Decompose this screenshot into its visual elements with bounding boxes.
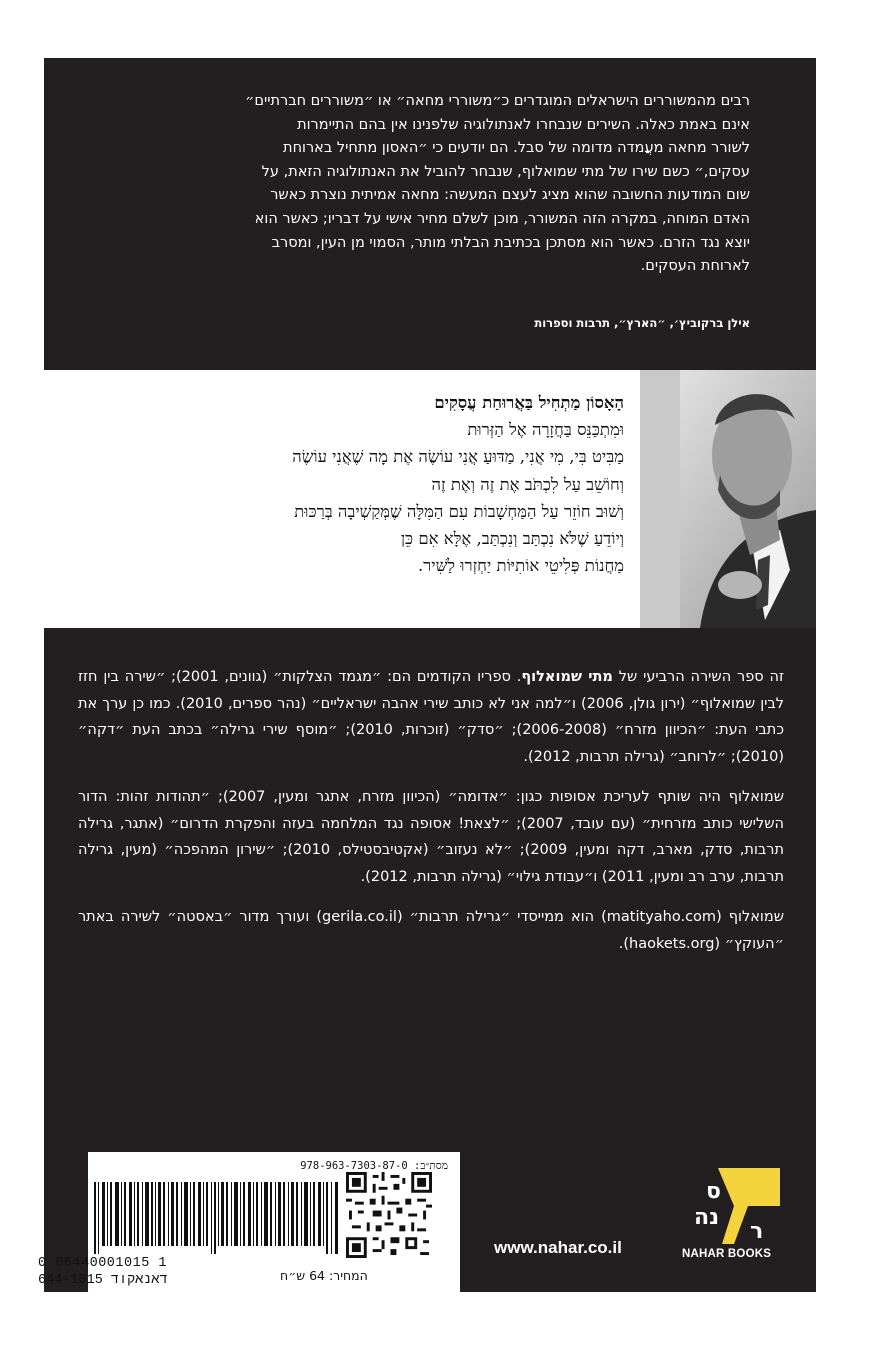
- poem-line: וְיוֹדֵעַ שֶׁלֹּא נִכְתַּב וְנִכְתַּב, אֶלָּא אִם כֵּן: [400, 529, 624, 549]
- poem-line: וְשׁוּב חוֹזֵר עַל הַמַּחְשָׁבוֹת עִם הַמִּלָּה שֶׁמְּקַשְׁיבָה בְּרַכּוּת: [294, 501, 624, 521]
- barcode-icon: [94, 1182, 340, 1254]
- bio-paragraph: [78, 664, 784, 770]
- barcode-panel: [88, 1152, 460, 1292]
- publisher-logo-icon: [688, 1166, 780, 1246]
- quote-line: עסקים,״ כשם שירו של מתי שמואלוף, שנבחר להוביל את האנתולוגיה הזאת, על: [261, 163, 750, 180]
- review-quote: [108, 90, 750, 279]
- bio-paragraph: שמואלוף (matityaho.com) הוא ממייסדי ״גרילה תרבות״ (gerila.co.il) ועורך מדור ״באסטה״ לשירה באתר ״העוקץ״ (haokets.org).: [78, 909, 785, 952]
- quote-line: שום המודעות החשובה שהוא מציג לעצם המעשה: מחאה אמיתית נוצרת כאשר: [270, 187, 750, 204]
- quote-credit: אילן ברקוביץ׳, ״הארץ״, תרבות וספרות: [534, 316, 750, 330]
- price-label: המחיר: 64 ש״ח: [280, 1268, 368, 1283]
- author-photo: [640, 370, 816, 628]
- quote-line: האדם המוחה, במקרה הזה המשורר, מוכן לשלם מחיר אישי על דבריו; כאשר הוא: [254, 210, 750, 227]
- poem-line: מַבִּיט בִּי, מִי אֲנִי, מַדּוּעַ אֲנִי עוֹשֶׂה אֶת מָה שֶׁאֲנִי עוֹשֶׂה: [292, 447, 624, 467]
- barcode-dan-code: 644-1015 דאנאקוד: [38, 1273, 168, 1288]
- quote-block: [44, 58, 816, 370]
- bio-paragraph: שמואלוף היה שותף לעריכת אסופות כגון: ״אדומה״ (הכיוון מזרח, אתגר ומעין, 2007); ״תהודות זהות: הדור השלישי כותב מזרחית״ (עם עובד, 2007); ״לצאת! אסופה נגד המלחמה בעזה והפקרת הדרום״ (אתגר, גרילה תרבות, סדק, מארב, דקה ומעין, 2009); ״לא נעזוב״ (אקטיבסטילס, 2010); ״שירון המהפכה״ (מעין, גרילה תרבות, ערב רב ומעין, 2011) ו״עבודת גילוי״ (גרילה תרבות, 2012).: [78, 789, 785, 885]
- isbn-label: מסת״ב: 978-963-7303-87-0: [300, 1160, 448, 1172]
- bio-text: . ספריו הקודמים הם: ״מגמד הצלקות״ (גוונים, 2001); ״שירה בין חזז לבין שמואלוף״ (ירון גולן, 2006) ו״למה אני לא כותב שירי אהבה ישראליים״ (נהר ספרים, 2010). כמו כן ערך את כתבי העת: ״הכיוון מזרח״ (2006-2008); ״סדק״ (זוכרות, 2010); ״מוסף שירי גרילה״ בכתב העת ״דקה״ (2010); ״לרוחב״ (גרילה תרבות, 2012).: [78, 669, 785, 765]
- barcode-number: 0 06440001015 1: [38, 1256, 168, 1271]
- logo-text-r: ר: [750, 1219, 764, 1244]
- poem-line: וּמִתְכַּנֵּס בַּחֲזָרָה אֶל הַזְּרוּת: [467, 420, 624, 439]
- publisher-name: NAHAR BOOKS: [682, 1248, 772, 1260]
- poem-line: מַחֲנוֹת פְּלִיטֵי אוֹתִיּוֹת יַחְזְרוּ לַשִּׁיר.: [417, 556, 624, 576]
- poem: [292, 390, 624, 580]
- qr-code-icon: [346, 1172, 432, 1258]
- publisher-url: www.nahar.co.il: [494, 1238, 622, 1257]
- quote-line: לשורר מחאה מעֲמדה מדומה של סבל. הם יודעים כי ״האסון מתחיל בארוחת: [283, 140, 750, 157]
- logo-text-sfarim: ס: [706, 1179, 721, 1204]
- author-bio: [78, 664, 784, 971]
- logo-text-nahar: נה: [694, 1205, 720, 1230]
- poem-line: וְחוֹשֵׁב עַל לִכְתֹּב אֶת זֶה וְאֶת זֶה: [431, 474, 624, 494]
- quote-line: לארוחת העסקים.: [640, 258, 750, 275]
- poem-title: הָאָסוֹן מַתְחִיל בַּאֲרוּחַת עֲסָקִים: [434, 393, 624, 412]
- quote-line: רבים מהמשוררים הישראלים המוגדרים כ״משוררי מחאה״ או ״משוררים חברתיים״: [245, 93, 750, 109]
- author-name: מתי שמואלוף: [521, 669, 613, 685]
- quote-line: אינם באמת כאלה. השירים שנבחרו לאנתולוגיה שלפנינו אין בהם התיימרות: [297, 116, 750, 133]
- quote-line: יוצא נגד הזרם. כאשר הוא מסתכן בכתיבת הבלתי מותר, הסמוי מן העין, ומסרב: [271, 234, 750, 251]
- bio-text: זה ספר השירה הרביעי של: [612, 669, 784, 685]
- poem-panel: [44, 370, 640, 628]
